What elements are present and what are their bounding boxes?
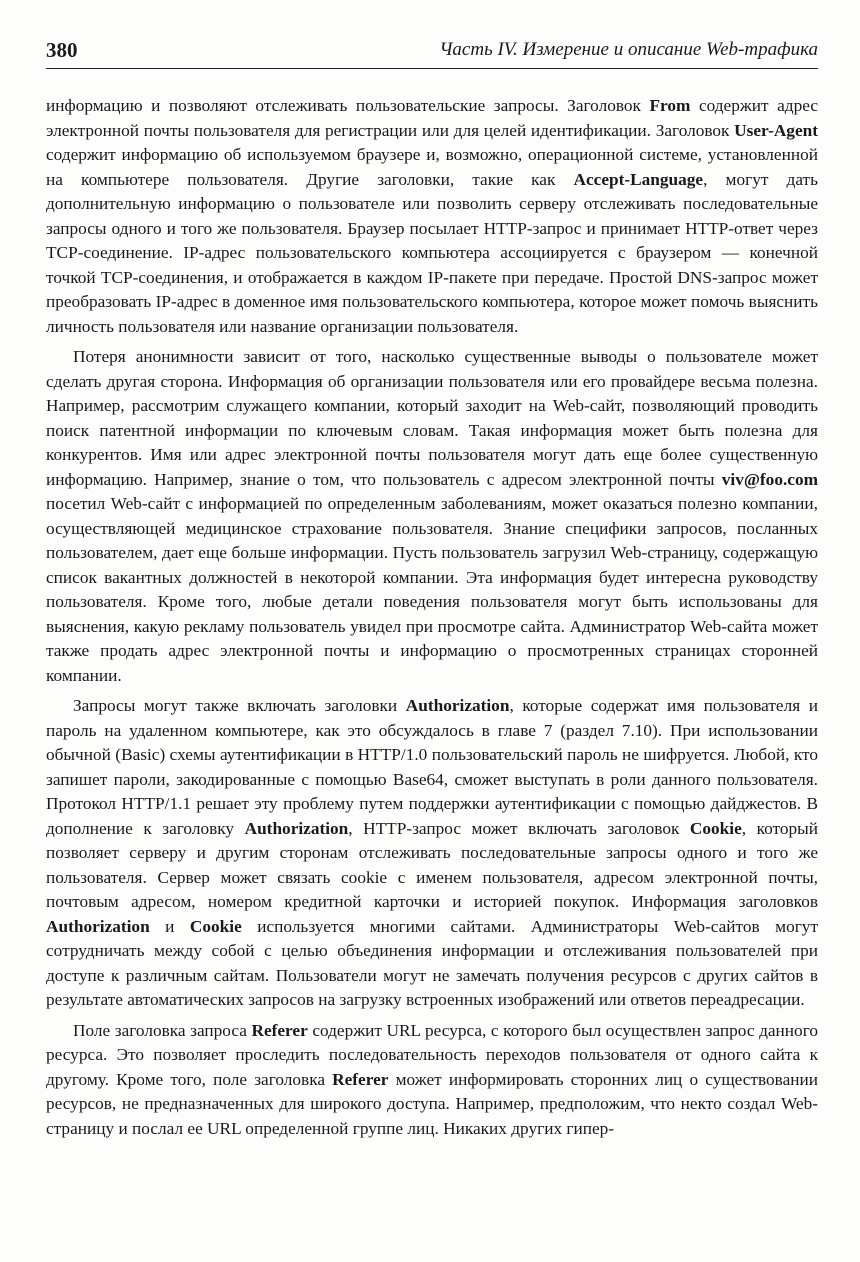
text-run: используется многими сайтами. Администраторы Web-сайтов могут сотрудничать между собой с целью объединения информации и отслеживания пользователей при доступе к различным сайтам. Пользователи могут не замечать получения ресурсов с других сайтов в результате автоматических запросов на загрузку встроенных изображений или ответов переадресации. (46, 916, 818, 1009)
text-run: , который позволяет серверу и другим сторонам отслеживать последовательные запросы одного и того же пользователя. Сервер может связать cookie с именем пользователя, адресом электронной почты, почтовым адресом, номером кредитной карточки и историей покупок. Информация заголовков (46, 818, 818, 911)
bold-term: Cookie (689, 818, 742, 838)
text-run: содержит информацию об используемом браузере и, возможно, операционной системе, установленной на компьютере пользователя. Другие заголовки, такие как (46, 145, 818, 189)
paragraph (46, 345, 818, 688)
text-run: Потеря анонимности зависит от того, насколько существенные выводы о пользователе может сделать другая сторона. Информация об организации пользователя или его провайдере весьма полезна. Например, рассмотрим служащего компании, который заходит на Web-сайт, позволяющий проводить поиск патентной информации по ключевым словам. Такая информация может быть полезна для конкурентов. Имя или адрес электронной почты пользователя могут дать еще более существенную информацию. Например, знание о том, что пользователь с адресом электронной почты (46, 347, 818, 489)
text-run: может информировать сторонних лиц о существовании ресурсов, не предназначенных для широкого доступа. Например, предположим, что некто создал Web-страницу и послал ее URL определенной группе лиц. Никаких других гипер- (46, 1069, 818, 1138)
page-header (46, 38, 818, 69)
text-run: , могут дать дополнительную информацию о пользователе или позволить серверу отслеживать последовательные запросы одного и того же пользователя. Браузер посылает HTTP-запрос и принимает HTTP-ответ через TCP-соединение. IP-адрес пользовательского компьютера ассоциируется с браузером — конечной точкой TCP-соединения, и отображается в каждом IP-пакете при передаче. Простой DNS-запрос может преобразовать IP-адрес в доменное имя пользовательского компьютера, которое может помочь выяснить личность пользователя или название организации пользователя. (46, 169, 818, 336)
bold-term: From (649, 96, 691, 115)
paragraph (46, 694, 818, 1013)
text-run: и (149, 916, 190, 936)
bold-term: Referer (332, 1069, 389, 1089)
page-body (46, 94, 818, 1147)
text-run: содержит адрес электронной почты пользователя для регистрации или для целей идентификации. Заголовок (46, 96, 819, 140)
bold-term: Authorization (46, 916, 150, 936)
text-run: посетил Web-сайт с информацией по определенным заболеваниям, может оказаться полезно компании, осуществляющей медицинское страхование пользователя. Знание специфики запросов, посланных пользователем, дает еще больше информации. Пусть пользователь загрузил Web-страницу, содержащую список вакантных должностей в некоторой компании. Эта информация будет интересна руководству пользователя. Кроме того, любые детали поведения пользователя могут быть использованы для выяснения, какую рекламу пользователь увидел при просмотре сайта. Администратор Web-сайта может также продать адрес электронной почты и информацию о просмотренных страницах сторонней компании. (46, 494, 818, 685)
bold-term: User-Agent (734, 120, 818, 140)
text-run: , HTTP-запрос может включать заголовок (348, 818, 690, 838)
bold-term: Accept-Language (573, 169, 704, 189)
text-run: информацию и позволяют отслеживать пользовательские запросы. Заголовок (46, 96, 650, 115)
bold-term: Cookie (189, 916, 242, 936)
paragraph (46, 1019, 818, 1142)
bold-term: viv@foo.com (721, 469, 818, 489)
bold-term: Referer (251, 1020, 308, 1040)
bold-term: Authorization (405, 696, 510, 715)
running-head: Часть IV. Измерение и описание Web-трафика (439, 39, 818, 60)
paragraph (46, 94, 818, 339)
page-number: 380 (46, 38, 78, 62)
text-run: , которые содержат имя пользователя и пароль на удаленном компьютере, как это обсуждалось в главе 7 (раздел 7.10). При использовании обычной (Basic) схемы аутентификации в HTTP/1.0 пользовательский пароль не шифруется. Любой, кто запишет пароли, закодированные с помощью Base64, сможет выступать в роли данного пользователя. Протокол HTTP/1.1 решает эту проблему путем поддержки аутентификации с помощью дайджестов. В дополнение к заголовку (46, 696, 818, 838)
bold-term: Authorization (244, 818, 349, 838)
text-run: Запросы могут также включать заголовки (73, 696, 406, 715)
text-run: Поле заголовка запроса (73, 1020, 252, 1040)
text-run: содержит URL ресурса, с которого был осуществлен запрос данного ресурса. Это позволяет проследить последовательность переходов пользователя от одного сайта к другому. Кроме того, поле заголовка (46, 1020, 818, 1089)
